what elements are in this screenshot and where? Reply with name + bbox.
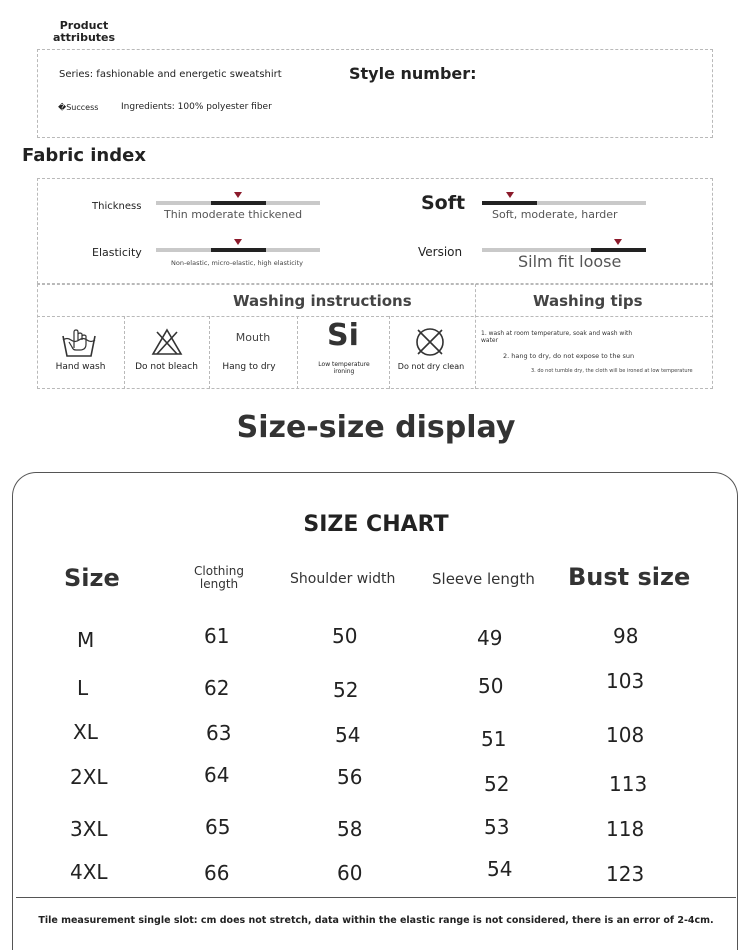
low-temp-iron-icon: Si — [327, 318, 359, 353]
bust-cell: 98 — [613, 624, 639, 648]
size-cell: 4XL — [70, 860, 108, 884]
length-cell: 64 — [204, 763, 230, 787]
size-display-title: Size-size display — [236, 410, 516, 445]
no-dry-clean-icon — [414, 326, 446, 358]
measurement-note: Tile measurement single slot: cm does not stretch, data within the elastic range is not considered, there is an error of 2-4cm. — [38, 915, 714, 926]
size-cell: 3XL — [70, 817, 108, 841]
version-label: Version — [418, 245, 463, 259]
soft-marker — [506, 192, 514, 198]
thickness-label: Thickness — [92, 201, 142, 212]
hand-wash-label: Hand wash — [55, 362, 106, 372]
shoulder-cell: 50 — [332, 624, 358, 648]
shoulder-cell: 54 — [335, 723, 361, 747]
product-attributes-label: Product attributes — [52, 19, 116, 44]
shoulder-cell: 60 — [337, 861, 363, 885]
sleeve-cell: 54 — [487, 857, 513, 881]
sleeve-cell: 53 — [484, 815, 510, 839]
hang-dry-icon: Mouth — [235, 331, 271, 344]
bust-cell: 118 — [606, 817, 645, 841]
series-text: Series: fashionable and energetic sweatshirt — [59, 69, 282, 80]
no-bleach-label: Do not bleach — [135, 362, 198, 372]
washing-divider — [37, 316, 713, 317]
washing-tip: 1. wash at room temperature, soak and wash with water — [481, 330, 633, 344]
low-temp-iron-label: Low temperature ironing — [318, 361, 370, 375]
length-cell: 63 — [206, 721, 232, 745]
length-cell: 62 — [204, 676, 230, 700]
version-marker — [614, 239, 622, 245]
soft-scale-text: Soft, moderate, harder — [492, 208, 618, 221]
chart-bottom-rule — [16, 897, 736, 898]
header-shoulder-width: Shoulder width — [290, 571, 396, 587]
no-bleach-icon — [151, 328, 183, 356]
bust-cell: 108 — [606, 723, 645, 747]
header-clothing-length: Clothing length — [194, 564, 244, 591]
sleeve-cell: 52 — [484, 772, 510, 796]
soft-label: Soft — [421, 192, 466, 214]
elasticity-label: Elasticity — [92, 246, 142, 259]
washing-tip: 2. hang to dry, do not expose to the sun — [503, 352, 635, 360]
style-number-label: Style number: — [349, 64, 477, 83]
thickness-scale-bar — [156, 201, 320, 205]
shoulder-cell: 58 — [337, 817, 363, 841]
shoulder-cell: 56 — [337, 765, 363, 789]
hang-dry-label: Hang to dry — [222, 362, 276, 372]
size-cell: XL — [73, 720, 98, 744]
attributes-box — [37, 49, 713, 138]
thickness-marker — [234, 192, 242, 198]
length-cell: 65 — [205, 815, 231, 839]
hand-wash-icon — [60, 326, 98, 358]
sleeve-cell: 50 — [478, 674, 504, 698]
version-scale-text: Silm fit loose — [518, 252, 622, 271]
washing-instructions-title: Washing instructions — [233, 292, 412, 310]
washing-tip: 3. do not tumble dry, the cloth will be ironed at low temperature — [531, 368, 693, 374]
sleeve-cell: 49 — [477, 626, 503, 650]
elasticity-scale-bar — [156, 248, 320, 252]
shoulder-cell: 52 — [333, 678, 359, 702]
soft-scale-bar — [482, 201, 646, 205]
header-bust-size: Bust size — [568, 563, 691, 591]
sleeve-cell: 51 — [481, 727, 507, 751]
cell-divider — [124, 316, 125, 389]
size-cell: L — [77, 676, 89, 700]
thickness-scale-text: Thin moderate thickened — [164, 208, 303, 221]
length-cell: 61 — [204, 624, 230, 648]
elasticity-marker — [234, 239, 242, 245]
ingredients-text: Ingredients: 100% polyester fiber — [121, 102, 272, 112]
header-sleeve-length: Sleeve length — [432, 570, 535, 588]
elasticity-scale-text: Non-elastic, micro-elastic, high elasticity — [171, 259, 303, 267]
washing-column-divider — [475, 284, 476, 389]
size-cell: 2XL — [70, 765, 108, 789]
cell-divider — [389, 316, 390, 389]
fabric-index-title: Fabric index — [22, 145, 146, 166]
size-chart-title: SIZE CHART — [303, 512, 449, 537]
cell-divider — [209, 316, 210, 389]
success-text: �Success — [58, 103, 99, 112]
header-size: Size — [64, 564, 120, 592]
no-dry-clean-label: Do not dry clean — [397, 362, 465, 371]
washing-tips-title: Washing tips — [533, 292, 643, 310]
length-cell: 66 — [204, 861, 230, 885]
size-cell: M — [77, 628, 95, 652]
bust-cell: 103 — [606, 669, 645, 693]
bust-cell: 113 — [609, 772, 648, 796]
bust-cell: 123 — [606, 862, 645, 886]
